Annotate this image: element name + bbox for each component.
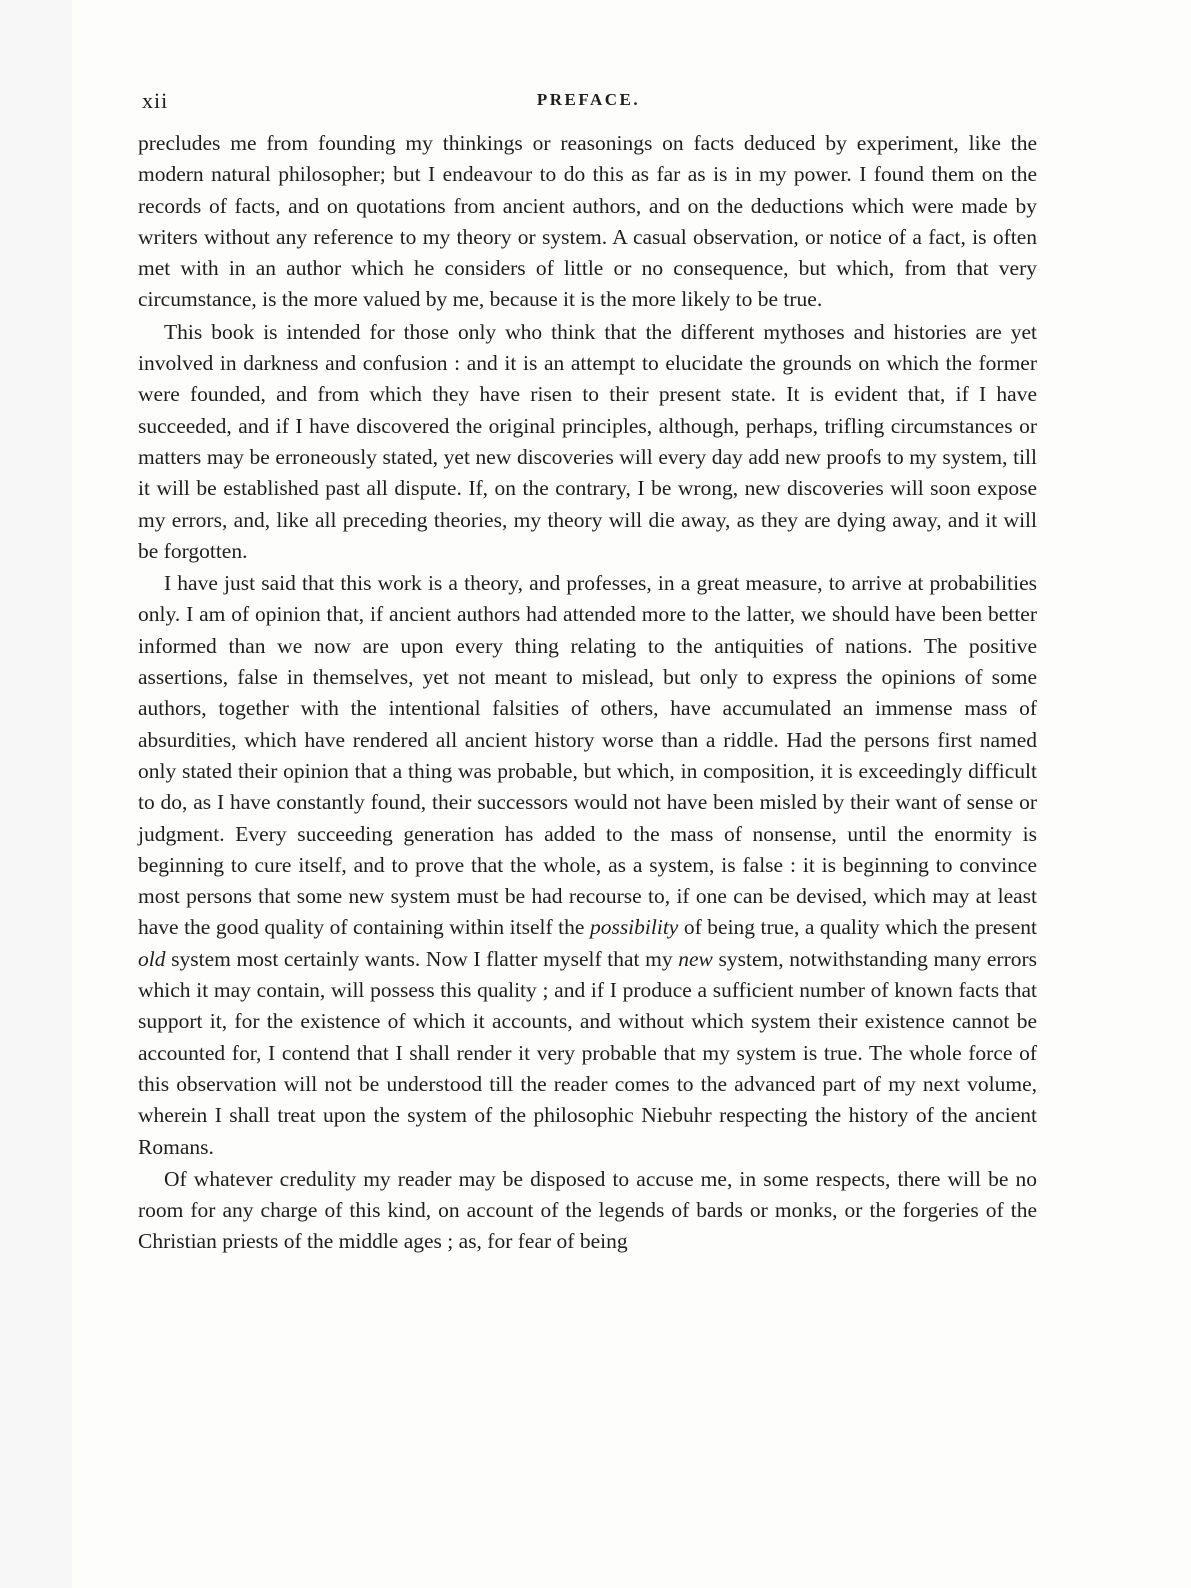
text-run: precludes me from founding my thinkings or reasonings on facts deduced by experiment, like the modern natural philosopher; but I endeavour to do this as far as is in my power. I found them on the records of facts, and on quotations from ancient authors, and on the deductions which were made by writers without any reference to my theory or system. A casual observation, or notice of a fact, is often met with in an author which he considers of little or no consequence, but which, from that very circumstance, is the more valued by me, because it is the more likely to be true. [138, 131, 1037, 312]
paragraph [138, 317, 1037, 567]
running-title: PREFACE. [536, 90, 641, 109]
text-run: I have just said that this work is a theory, and professes, in a great measure, to arrive at probabilities only. I am of opinion that, if ancient authors had attended more to the latter, we should have been better informed than we now are upon every thing relating to the antiquities of nations. The positive assertions, false in themselves, yet not meant to mislead, but only to express the opinions of some authors, together with the intentional falsities of others, have accumulated an immense mass of absurdities, which have rendered all ancient history worse than a riddle. Had the persons first named only stated their opinion that a thing was probable, but which, in composition, it is exceedingly difficult to do, as I have constantly found, their successors would not have been misled by their want of sense or judgment. Every succeeding generation has added to the mass of nonsense, until the enormity is beginning to cure itself, and to prove that the whole, as a system, is false : it is beginning to convince most persons that some new system must be had recourse to, if one can be devised, which may at least have the good quality of containing within itself the [138, 571, 1037, 940]
text-run: Of whatever credulity my reader may be disposed to accuse me, in some respects, there will be no room for any charge of this kind, on account of the legends of bards or monks, or the forgeries of the Christian priests of the middle ages ; as, for fear of being [138, 1166, 1037, 1254]
text-run: This book is intended for those only who think that the different mythoses and histories are yet involved in darkness and confusion : and it is an attempt to elucidate the grounds on which the former were founded, and from which they have risen to their present state. It is evident that, if I have succeeded, and if I have discovered the original principles, although, perhaps, trifling circumstances or matters may be erroneously stated, yet new discoveries will every day add new proofs to my system, till it will be established past all dispute. If, on the contrary, I be wrong, new discoveries will soon expose my errors, and, like all preceding theories, my theory will die away, as they are dying away, and it will be forgotten. [138, 319, 1037, 563]
paragraph [138, 568, 1037, 1163]
text-run: system, notwithstanding many errors which it may contain, will possess this quality ; and if I produce a sufficient number of known facts that support it, for the existence of which it accounts, and without which system their existence cannot be accounted for, I contend that I shall render it very probable that my system is true. The whole force of this observation will not be understood till the reader comes to the advanced part of my next volume, wherein I shall treat upon the system of the philosophic Niebuhr respecting the history of the ancient Romans. [138, 946, 1038, 1159]
italic-text: possibility [589, 915, 679, 940]
paragraph [138, 128, 1037, 316]
italic-text: old [138, 946, 166, 971]
text-run: of being true, a quality which the present [678, 915, 1037, 940]
paragraph [138, 1164, 1037, 1258]
page-number: xii [142, 88, 169, 113]
body-text [138, 128, 1037, 1259]
italic-text: new [678, 946, 713, 971]
page-header [142, 88, 1035, 118]
text-run: system most certainly wants. Now I flatter myself that my [165, 946, 679, 971]
page-margin-strip [0, 0, 72, 1588]
